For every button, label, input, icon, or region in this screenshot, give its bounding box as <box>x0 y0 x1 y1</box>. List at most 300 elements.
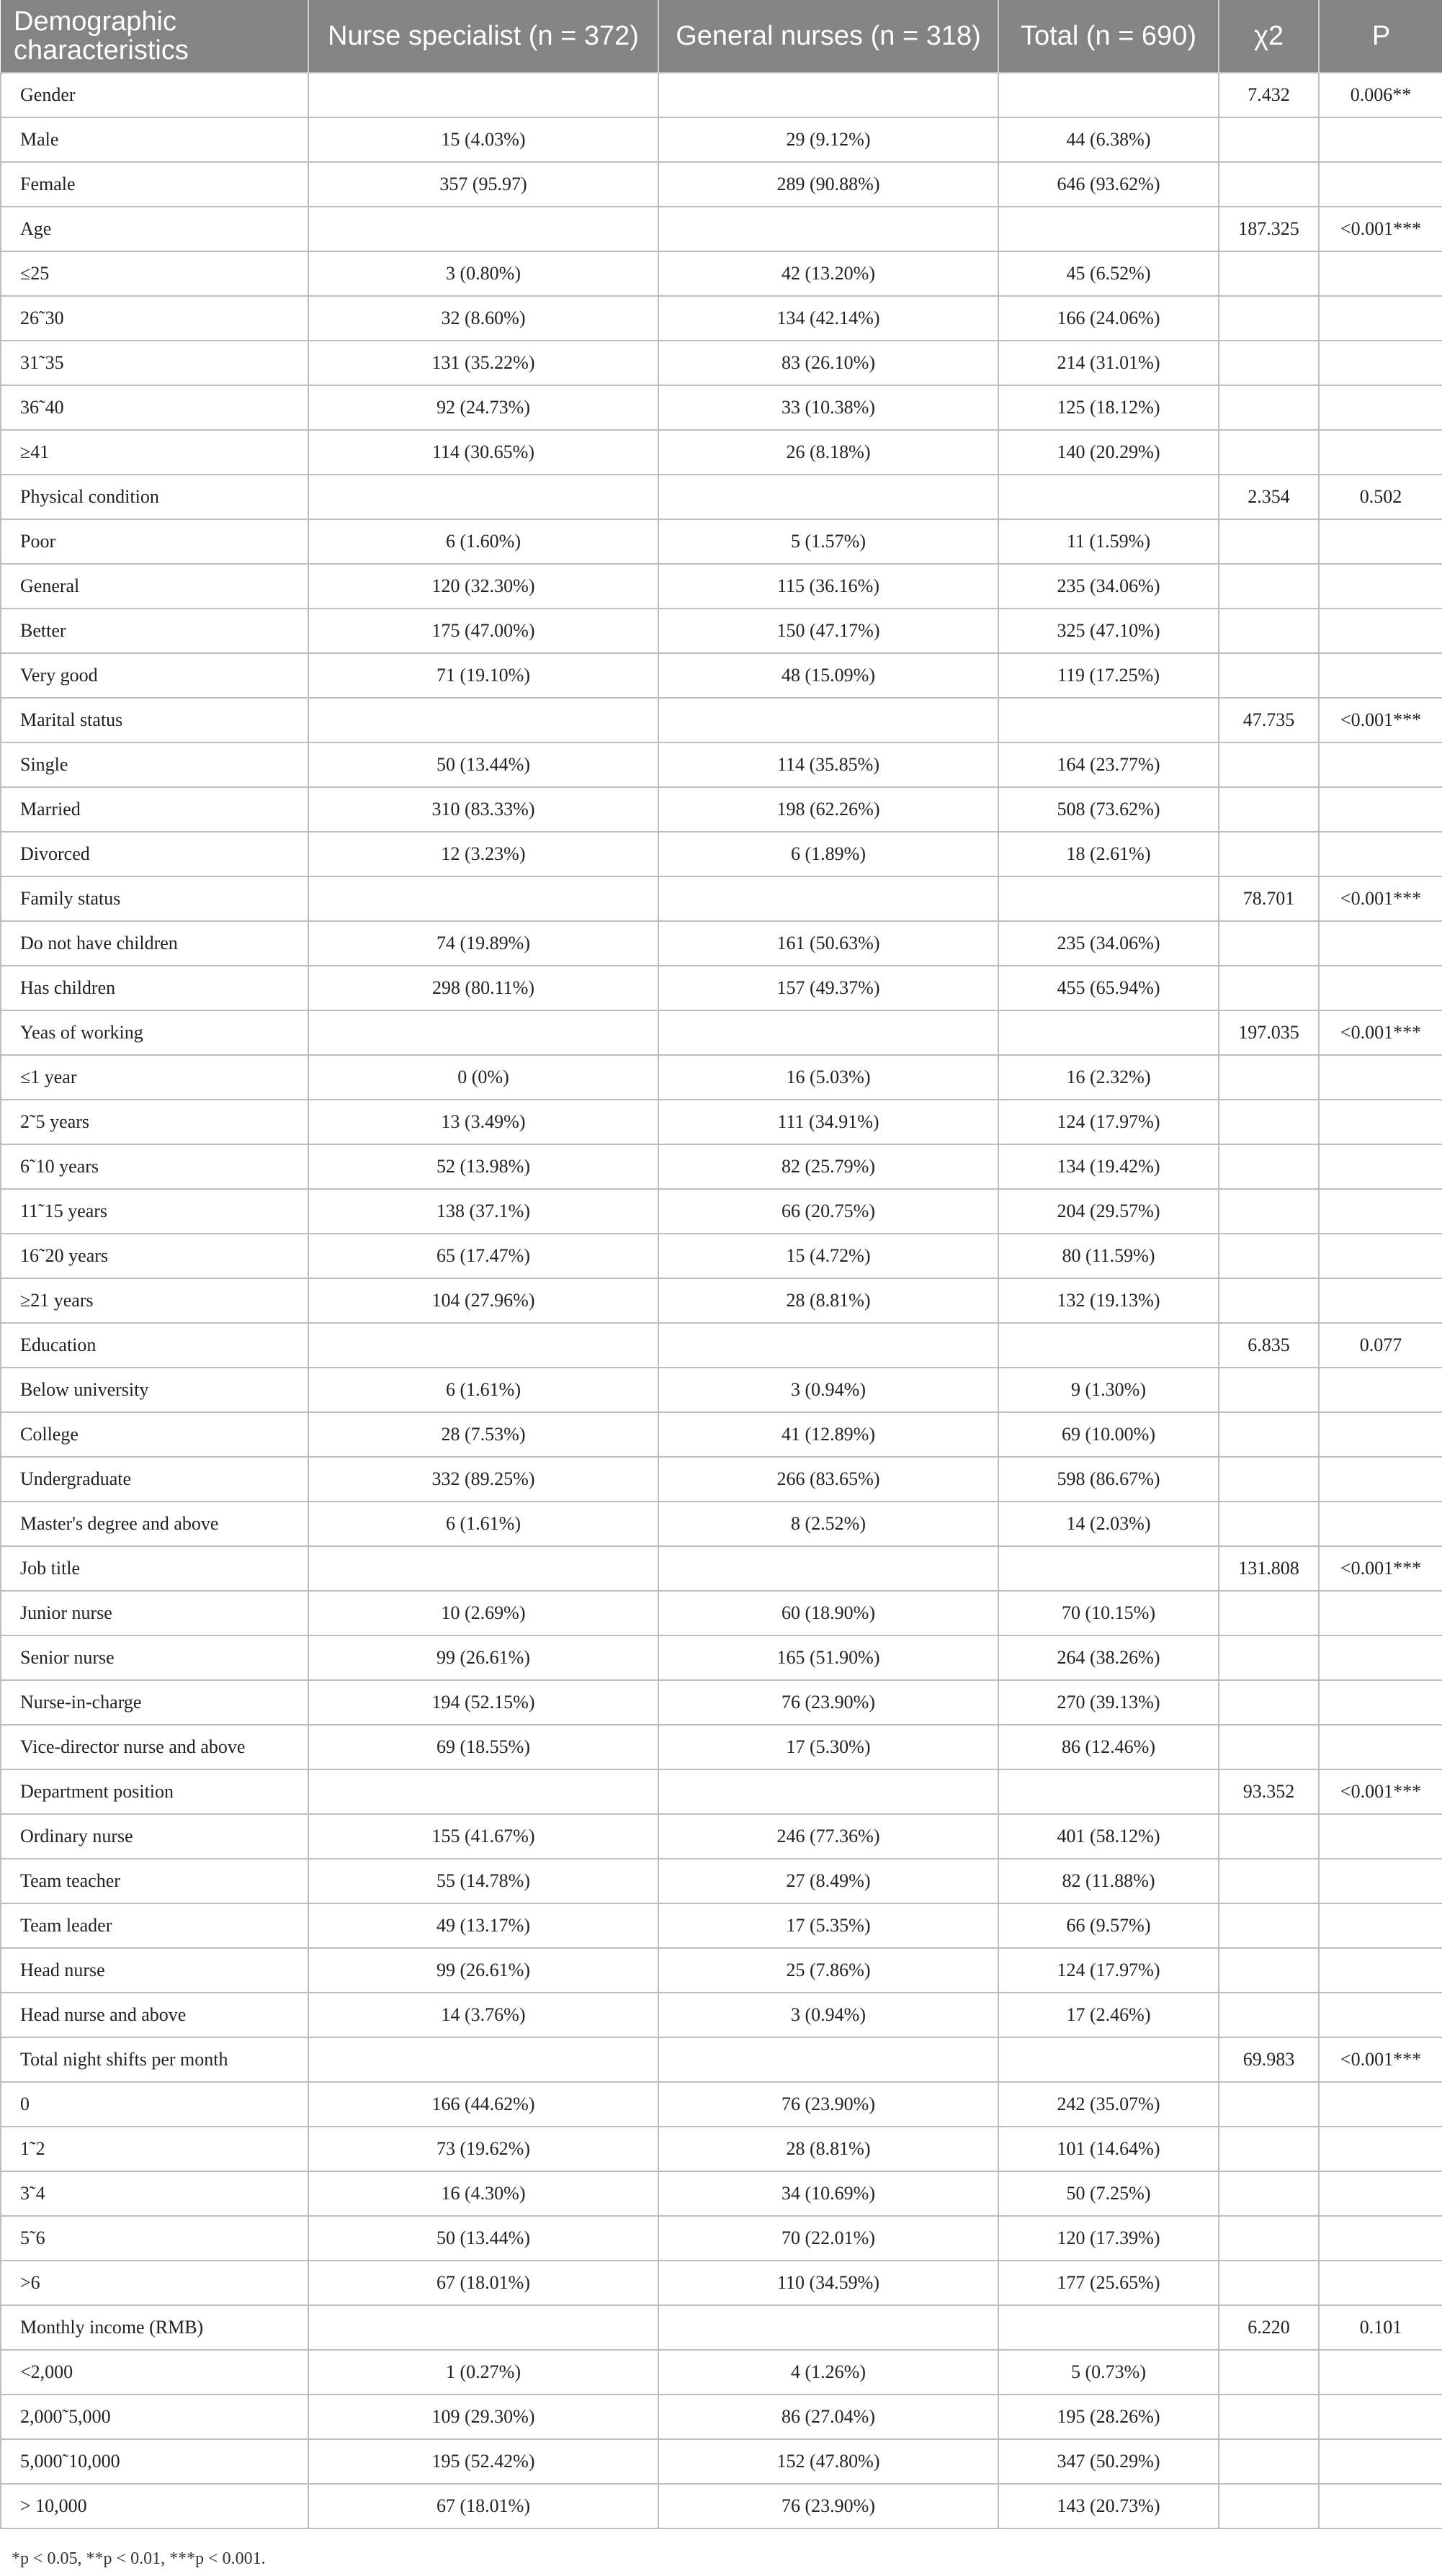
table-header <box>1 0 1442 73</box>
row-label: 5,000˜10,000 <box>1 2439 308 2484</box>
cell-total: 45 (6.52%) <box>998 251 1219 296</box>
row-label: Gender <box>1 73 308 117</box>
row-label: Total night shifts per month <box>1 2037 308 2082</box>
row-label: Undergraduate <box>1 1457 308 1502</box>
cell-chi-square <box>1219 1993 1319 2037</box>
cell-p-value <box>1319 1055 1442 1100</box>
cell-nurse-specialist <box>308 475 658 519</box>
cell-general-nurses: 15 (4.72%) <box>658 1234 998 1278</box>
cell-general-nurses: 27 (8.49%) <box>658 1859 998 1903</box>
table-row <box>1 787 1442 832</box>
table-body <box>1 73 1442 2528</box>
row-label: Female <box>1 162 308 207</box>
cell-p-value <box>1319 2127 1442 2171</box>
cell-p-value: <0.001*** <box>1319 1010 1442 1055</box>
row-label: Monthly income (RMB) <box>1 2305 308 2350</box>
cell-total: 101 (14.64%) <box>998 2127 1219 2171</box>
cell-p-value <box>1319 296 1442 341</box>
cell-p-value <box>1319 1457 1442 1502</box>
cell-nurse-specialist <box>308 73 658 117</box>
cell-general-nurses: 134 (42.14%) <box>658 296 998 341</box>
cell-chi-square <box>1219 1368 1319 1412</box>
cell-general-nurses: 110 (34.59%) <box>658 2261 998 2305</box>
row-label: General <box>1 564 308 609</box>
row-label: Team leader <box>1 1903 308 1948</box>
table-row <box>1 1457 1442 1502</box>
row-label: Has children <box>1 966 308 1010</box>
cell-total: 325 (47.10%) <box>998 609 1219 653</box>
cell-general-nurses: 150 (47.17%) <box>658 609 998 653</box>
table-row <box>1 1546 1442 1591</box>
cell-chi-square <box>1219 1055 1319 1100</box>
table-footnote: *p < 0.05, **p < 0.01, ***p < 0.001. <box>12 2549 266 2568</box>
table-row <box>1 430 1442 475</box>
table-row <box>1 1502 1442 1546</box>
row-label: 3˜4 <box>1 2171 308 2216</box>
cell-total: 347 (50.29%) <box>998 2439 1219 2484</box>
cell-total: 140 (20.29%) <box>998 430 1219 475</box>
cell-p-value <box>1319 117 1442 162</box>
cell-nurse-specialist: 71 (19.10%) <box>308 653 658 698</box>
cell-p-value <box>1319 1234 1442 1278</box>
cell-p-value <box>1319 966 1442 1010</box>
table-row <box>1 876 1442 921</box>
cell-p-value <box>1319 2350 1442 2395</box>
cell-nurse-specialist: 99 (26.61%) <box>308 1635 658 1680</box>
table-row <box>1 519 1442 564</box>
cell-total: 16 (2.32%) <box>998 1055 1219 1100</box>
cell-general-nurses: 161 (50.63%) <box>658 921 998 966</box>
cell-p-value <box>1319 2484 1442 2528</box>
row-label: Job title <box>1 1546 308 1591</box>
cell-total: 646 (93.62%) <box>998 162 1219 207</box>
cell-nurse-specialist: 55 (14.78%) <box>308 1859 658 1903</box>
cell-total <box>998 1010 1219 1055</box>
cell-total: 80 (11.59%) <box>998 1234 1219 1278</box>
cell-general-nurses: 26 (8.18%) <box>658 430 998 475</box>
cell-total: 264 (38.26%) <box>998 1635 1219 1680</box>
cell-nurse-specialist: 52 (13.98%) <box>308 1144 658 1189</box>
cell-general-nurses: 3 (0.94%) <box>658 1993 998 2037</box>
cell-chi-square <box>1219 2171 1319 2216</box>
cell-p-value <box>1319 2082 1442 2127</box>
cell-p-value: 0.077 <box>1319 1323 1442 1368</box>
cell-p-value <box>1319 2395 1442 2439</box>
cell-general-nurses: 48 (15.09%) <box>658 653 998 698</box>
cell-general-nurses <box>658 876 998 921</box>
cell-chi-square <box>1219 1725 1319 1769</box>
cell-p-value <box>1319 1635 1442 1680</box>
cell-total <box>998 1323 1219 1368</box>
cell-p-value: <0.001*** <box>1319 698 1442 742</box>
cell-chi-square <box>1219 1948 1319 1993</box>
table-row <box>1 385 1442 430</box>
cell-nurse-specialist <box>308 1769 658 1814</box>
table-row <box>1 742 1442 787</box>
row-label: 16˜20 years <box>1 1234 308 1278</box>
cell-total: 14 (2.03%) <box>998 1502 1219 1546</box>
cell-total: 242 (35.07%) <box>998 2082 1219 2127</box>
cell-total: 195 (28.26%) <box>998 2395 1219 2439</box>
cell-general-nurses: 4 (1.26%) <box>658 2350 998 2395</box>
cell-chi-square <box>1219 519 1319 564</box>
cell-general-nurses <box>658 475 998 519</box>
cell-total: 66 (9.57%) <box>998 1903 1219 1948</box>
table-row <box>1 1368 1442 1412</box>
row-label: ≥21 years <box>1 1278 308 1323</box>
cell-chi-square <box>1219 2395 1319 2439</box>
cell-p-value <box>1319 564 1442 609</box>
cell-nurse-specialist: 298 (80.11%) <box>308 966 658 1010</box>
cell-nurse-specialist <box>308 1546 658 1591</box>
cell-total: 164 (23.77%) <box>998 742 1219 787</box>
cell-general-nurses: 152 (47.80%) <box>658 2439 998 2484</box>
table-row <box>1 117 1442 162</box>
cell-chi-square <box>1219 1412 1319 1457</box>
cell-general-nurses: 29 (9.12%) <box>658 117 998 162</box>
cell-nurse-specialist: 92 (24.73%) <box>308 385 658 430</box>
cell-general-nurses: 82 (25.79%) <box>658 1144 998 1189</box>
row-label: Vice-director nurse and above <box>1 1725 308 1769</box>
cell-nurse-specialist <box>308 207 658 251</box>
table-row <box>1 1635 1442 1680</box>
cell-chi-square <box>1219 1278 1319 1323</box>
cell-p-value <box>1319 653 1442 698</box>
cell-total: 177 (25.65%) <box>998 2261 1219 2305</box>
cell-nurse-specialist: 194 (52.15%) <box>308 1680 658 1725</box>
cell-nurse-specialist: 12 (3.23%) <box>308 832 658 876</box>
cell-general-nurses <box>658 698 998 742</box>
cell-chi-square <box>1219 1100 1319 1144</box>
row-label: ≥41 <box>1 430 308 475</box>
cell-general-nurses <box>658 207 998 251</box>
cell-chi-square <box>1219 653 1319 698</box>
cell-chi-square <box>1219 2261 1319 2305</box>
cell-general-nurses: 198 (62.26%) <box>658 787 998 832</box>
table-row <box>1 1323 1442 1368</box>
cell-chi-square <box>1219 1680 1319 1725</box>
cell-p-value <box>1319 2261 1442 2305</box>
table-row <box>1 2171 1442 2216</box>
table-row <box>1 73 1442 117</box>
cell-p-value: 0.006** <box>1319 73 1442 117</box>
table-row <box>1 251 1442 296</box>
cell-general-nurses: 86 (27.04%) <box>658 2395 998 2439</box>
cell-chi-square <box>1219 2484 1319 2528</box>
cell-nurse-specialist: 50 (13.44%) <box>308 742 658 787</box>
cell-general-nurses: 115 (36.16%) <box>658 564 998 609</box>
cell-total: 124 (17.97%) <box>998 1100 1219 1144</box>
cell-nurse-specialist: 99 (26.61%) <box>308 1948 658 1993</box>
row-label: 11˜15 years <box>1 1189 308 1234</box>
cell-p-value <box>1319 519 1442 564</box>
cell-general-nurses: 42 (13.20%) <box>658 251 998 296</box>
cell-chi-square: 78.701 <box>1219 876 1319 921</box>
row-label: 6˜10 years <box>1 1144 308 1189</box>
cell-chi-square <box>1219 2439 1319 2484</box>
row-label: Junior nurse <box>1 1591 308 1635</box>
cell-total: 125 (18.12%) <box>998 385 1219 430</box>
table-row <box>1 564 1442 609</box>
cell-total <box>998 876 1219 921</box>
cell-p-value: <0.001*** <box>1319 2037 1442 2082</box>
cell-p-value: 0.502 <box>1319 475 1442 519</box>
cell-chi-square <box>1219 1457 1319 1502</box>
cell-p-value <box>1319 742 1442 787</box>
cell-p-value <box>1319 1278 1442 1323</box>
cell-chi-square <box>1219 564 1319 609</box>
cell-general-nurses <box>658 2305 998 2350</box>
cell-p-value <box>1319 1725 1442 1769</box>
row-label: 2˜5 years <box>1 1100 308 1144</box>
cell-total: 82 (11.88%) <box>998 1859 1219 1903</box>
table-row <box>1 2484 1442 2528</box>
cell-chi-square: 6.835 <box>1219 1323 1319 1368</box>
table-row <box>1 1010 1442 1055</box>
cell-p-value <box>1319 832 1442 876</box>
cell-general-nurses: 76 (23.90%) <box>658 2484 998 2528</box>
cell-general-nurses: 3 (0.94%) <box>658 1368 998 1412</box>
row-label: Department position <box>1 1769 308 1814</box>
cell-total: 235 (34.06%) <box>998 921 1219 966</box>
cell-p-value <box>1319 1412 1442 1457</box>
table-row <box>1 1680 1442 1725</box>
cell-total: 401 (58.12%) <box>998 1814 1219 1859</box>
cell-p-value <box>1319 2216 1442 2261</box>
cell-chi-square <box>1219 1234 1319 1278</box>
table-row <box>1 162 1442 207</box>
table-row <box>1 2216 1442 2261</box>
cell-nurse-specialist: 16 (4.30%) <box>308 2171 658 2216</box>
table-row <box>1 1144 1442 1189</box>
cell-total: 132 (19.13%) <box>998 1278 1219 1323</box>
cell-p-value <box>1319 1100 1442 1144</box>
cell-chi-square <box>1219 2082 1319 2127</box>
table-row <box>1 1948 1442 1993</box>
table-row <box>1 296 1442 341</box>
cell-total: 9 (1.30%) <box>998 1368 1219 1412</box>
cell-chi-square: 197.035 <box>1219 1010 1319 1055</box>
table-row <box>1 1769 1442 1814</box>
cell-chi-square: 47.735 <box>1219 698 1319 742</box>
cell-total <box>998 475 1219 519</box>
cell-p-value <box>1319 2439 1442 2484</box>
table-row <box>1 1234 1442 1278</box>
cell-p-value <box>1319 1680 1442 1725</box>
row-label: Family status <box>1 876 308 921</box>
cell-general-nurses: 34 (10.69%) <box>658 2171 998 2216</box>
table-row <box>1 2305 1442 2350</box>
cell-chi-square: 7.432 <box>1219 73 1319 117</box>
row-label: 31˜35 <box>1 341 308 385</box>
cell-nurse-specialist: 28 (7.53%) <box>308 1412 658 1457</box>
cell-p-value <box>1319 341 1442 385</box>
cell-nurse-specialist: 332 (89.25%) <box>308 1457 658 1502</box>
cell-nurse-specialist: 15 (4.03%) <box>308 117 658 162</box>
table-row <box>1 2082 1442 2127</box>
row-label: 0 <box>1 2082 308 2127</box>
cell-p-value <box>1319 251 1442 296</box>
cell-nurse-specialist: 6 (1.61%) <box>308 1502 658 1546</box>
cell-p-value <box>1319 162 1442 207</box>
cell-total: 134 (19.42%) <box>998 1144 1219 1189</box>
cell-nurse-specialist: 109 (29.30%) <box>308 2395 658 2439</box>
cell-total: 214 (31.01%) <box>998 341 1219 385</box>
cell-total: 124 (17.97%) <box>998 1948 1219 1993</box>
cell-total: 44 (6.38%) <box>998 117 1219 162</box>
cell-p-value: <0.001*** <box>1319 876 1442 921</box>
table-row <box>1 2350 1442 2395</box>
cell-nurse-specialist <box>308 1323 658 1368</box>
row-label: Better <box>1 609 308 653</box>
cell-p-value: <0.001*** <box>1319 207 1442 251</box>
table-row <box>1 1055 1442 1100</box>
row-label: >6 <box>1 2261 308 2305</box>
cell-total: 119 (17.25%) <box>998 653 1219 698</box>
cell-general-nurses: 25 (7.86%) <box>658 1948 998 1993</box>
cell-nurse-specialist: 138 (37.1%) <box>308 1189 658 1234</box>
cell-nurse-specialist: 175 (47.00%) <box>308 609 658 653</box>
table-row <box>1 2127 1442 2171</box>
row-label: Single <box>1 742 308 787</box>
cell-p-value: 0.101 <box>1319 2305 1442 2350</box>
row-label: Marital status <box>1 698 308 742</box>
cell-total <box>998 2305 1219 2350</box>
cell-p-value <box>1319 1502 1442 1546</box>
cell-chi-square <box>1219 296 1319 341</box>
cell-p-value <box>1319 921 1442 966</box>
cell-chi-square <box>1219 162 1319 207</box>
cell-nurse-specialist: 166 (44.62%) <box>308 2082 658 2127</box>
row-label: 1˜2 <box>1 2127 308 2171</box>
cell-chi-square: 131.808 <box>1219 1546 1319 1591</box>
cell-nurse-specialist: 32 (8.60%) <box>308 296 658 341</box>
table-row <box>1 2037 1442 2082</box>
table-row <box>1 966 1442 1010</box>
cell-total: 235 (34.06%) <box>998 564 1219 609</box>
header-p-value: P <box>1319 0 1442 73</box>
cell-nurse-specialist: 120 (32.30%) <box>308 564 658 609</box>
cell-p-value <box>1319 787 1442 832</box>
cell-chi-square <box>1219 1635 1319 1680</box>
cell-general-nurses <box>658 1769 998 1814</box>
cell-total <box>998 698 1219 742</box>
cell-total <box>998 2037 1219 2082</box>
row-label: Master's degree and above <box>1 1502 308 1546</box>
cell-chi-square <box>1219 1189 1319 1234</box>
table-row <box>1 653 1442 698</box>
table-row <box>1 1993 1442 2037</box>
cell-general-nurses: 76 (23.90%) <box>658 1680 998 1725</box>
cell-general-nurses: 66 (20.75%) <box>658 1189 998 1234</box>
cell-p-value <box>1319 1993 1442 2037</box>
cell-general-nurses: 76 (23.90%) <box>658 2082 998 2127</box>
cell-nurse-specialist: 6 (1.61%) <box>308 1368 658 1412</box>
cell-chi-square <box>1219 1591 1319 1635</box>
row-label: 26˜30 <box>1 296 308 341</box>
table-row <box>1 1591 1442 1635</box>
cell-chi-square: 2.354 <box>1219 475 1319 519</box>
cell-general-nurses: 16 (5.03%) <box>658 1055 998 1100</box>
cell-general-nurses <box>658 73 998 117</box>
header-chi-square: χ2 <box>1219 0 1319 73</box>
row-label: Poor <box>1 519 308 564</box>
cell-total: 120 (17.39%) <box>998 2216 1219 2261</box>
cell-total: 70 (10.15%) <box>998 1591 1219 1635</box>
cell-general-nurses: 17 (5.35%) <box>658 1903 998 1948</box>
cell-nurse-specialist: 131 (35.22%) <box>308 341 658 385</box>
cell-general-nurses: 60 (18.90%) <box>658 1591 998 1635</box>
table-row <box>1 207 1442 251</box>
cell-nurse-specialist: 310 (83.33%) <box>308 787 658 832</box>
row-label: 36˜40 <box>1 385 308 430</box>
cell-nurse-specialist <box>308 2305 658 2350</box>
cell-general-nurses: 114 (35.85%) <box>658 742 998 787</box>
cell-nurse-specialist: 6 (1.60%) <box>308 519 658 564</box>
cell-chi-square <box>1219 1502 1319 1546</box>
cell-nurse-specialist <box>308 698 658 742</box>
cell-chi-square <box>1219 385 1319 430</box>
cell-chi-square <box>1219 2216 1319 2261</box>
cell-chi-square: 93.352 <box>1219 1769 1319 1814</box>
header-row <box>1 0 1442 73</box>
row-label: Male <box>1 117 308 162</box>
cell-total: 508 (73.62%) <box>998 787 1219 832</box>
table-row <box>1 698 1442 742</box>
cell-total <box>998 73 1219 117</box>
table-row <box>1 2261 1442 2305</box>
cell-nurse-specialist: 65 (17.47%) <box>308 1234 658 1278</box>
cell-p-value <box>1319 2171 1442 2216</box>
row-label: Education <box>1 1323 308 1368</box>
table-row <box>1 1814 1442 1859</box>
cell-chi-square <box>1219 609 1319 653</box>
cell-general-nurses: 266 (83.65%) <box>658 1457 998 1502</box>
row-label: Divorced <box>1 832 308 876</box>
header-nurse-specialist: Nurse specialist (n = 372) <box>308 0 658 73</box>
cell-p-value <box>1319 609 1442 653</box>
cell-total: 5 (0.73%) <box>998 2350 1219 2395</box>
cell-p-value <box>1319 1144 1442 1189</box>
cell-nurse-specialist: 50 (13.44%) <box>308 2216 658 2261</box>
row-label: Team teacher <box>1 1859 308 1903</box>
cell-chi-square <box>1219 1903 1319 1948</box>
cell-total: 69 (10.00%) <box>998 1412 1219 1457</box>
row-label: Married <box>1 787 308 832</box>
row-label: > 10,000 <box>1 2484 308 2528</box>
table-row <box>1 2395 1442 2439</box>
cell-chi-square <box>1219 341 1319 385</box>
cell-chi-square: 6.220 <box>1219 2305 1319 2350</box>
cell-chi-square <box>1219 2127 1319 2171</box>
cell-total: 18 (2.61%) <box>998 832 1219 876</box>
cell-p-value <box>1319 1814 1442 1859</box>
table-row <box>1 2439 1442 2484</box>
cell-p-value: <0.001*** <box>1319 1546 1442 1591</box>
cell-general-nurses: 246 (77.36%) <box>658 1814 998 1859</box>
row-label: Ordinary nurse <box>1 1814 308 1859</box>
cell-p-value <box>1319 1859 1442 1903</box>
cell-total: 11 (1.59%) <box>998 519 1219 564</box>
cell-nurse-specialist: 74 (19.89%) <box>308 921 658 966</box>
cell-total: 455 (65.94%) <box>998 966 1219 1010</box>
cell-total: 17 (2.46%) <box>998 1993 1219 2037</box>
cell-general-nurses: 6 (1.89%) <box>658 832 998 876</box>
cell-nurse-specialist: 49 (13.17%) <box>308 1903 658 1948</box>
cell-chi-square <box>1219 1144 1319 1189</box>
cell-chi-square <box>1219 251 1319 296</box>
cell-chi-square <box>1219 2350 1319 2395</box>
